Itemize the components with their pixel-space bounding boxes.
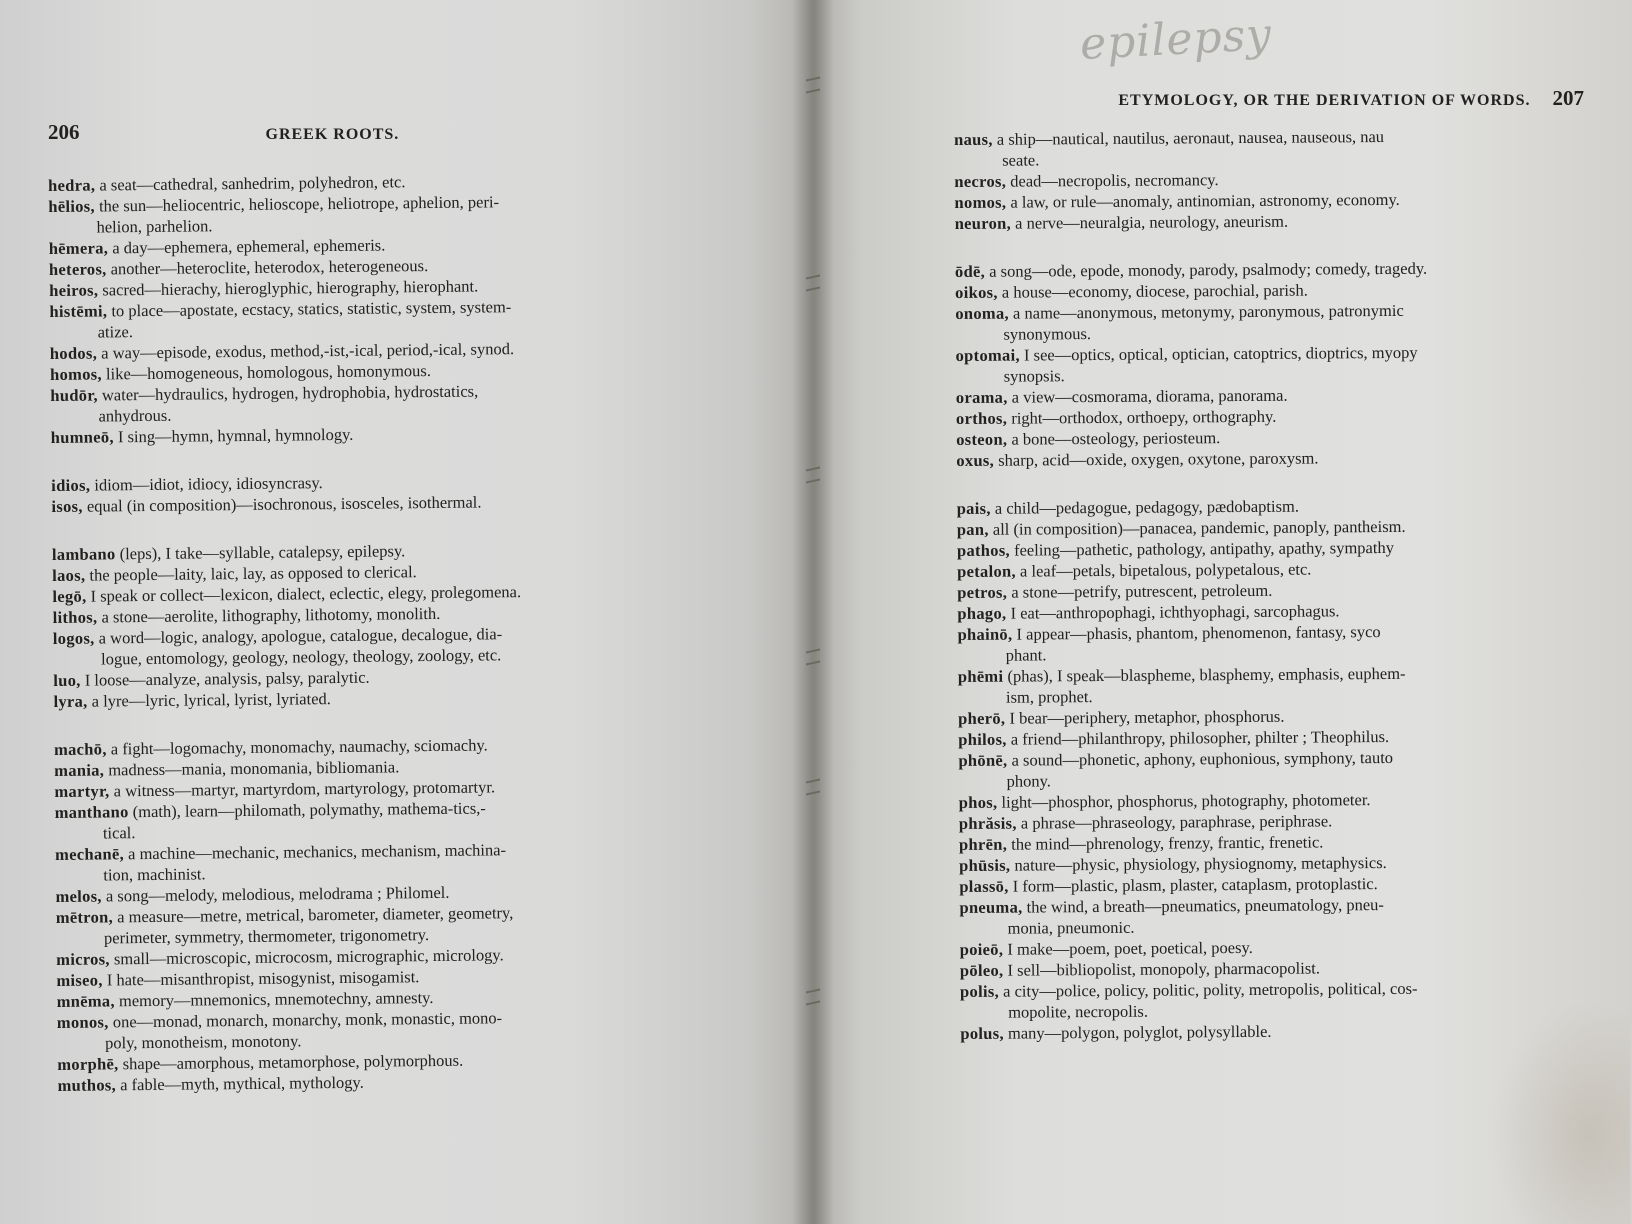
entry-root: muthos, <box>57 1075 117 1095</box>
entry-root: martyr, <box>54 781 110 801</box>
entry-root: petros, <box>957 582 1008 602</box>
entry-continuation: ism, prophet. <box>1005 687 1093 707</box>
entry-continuation: anhydrous. <box>98 405 172 426</box>
entry-text: I loose—analyze, analysis, palsy, paralytic. <box>80 667 370 690</box>
entry-text: (math), learn—philomath, polymathy, mathema-tics,- <box>128 798 486 822</box>
book-gutter <box>792 0 834 1224</box>
entry-text: another—heteroclite, heterodox, heterogeneous. <box>106 256 429 279</box>
entry-text: the people—laity, laic, lay, as opposed to clerical. <box>85 562 417 585</box>
entry-continuation: mopolite, necropolis. <box>1008 1001 1149 1022</box>
entry-root: luo, <box>53 670 81 690</box>
entry-text: I sell—bibliopolist, monopoly, pharmacopolist. <box>1003 958 1320 980</box>
entry-root: philos, <box>958 729 1007 749</box>
binding-stitch <box>806 989 820 1006</box>
entry-text: I hate—misanthropist, misogynist, misogamist. <box>102 967 420 990</box>
entry-root: pathos, <box>956 540 1011 560</box>
entry-text: a sound—phonetic, aphony, euphonious, symphony, tauto <box>1007 747 1394 770</box>
entry-text: a measure—metre, metrical, barometer, diameter, geometry, <box>112 903 514 927</box>
running-head: ETYMOLOGY, OR THE DERIVATION OF WORDS. <box>1118 92 1531 109</box>
entry <box>954 125 1592 171</box>
entry-text: a lyre—lyric, lyrical, lyrist, lyriated. <box>87 689 331 711</box>
entry-root: pan, <box>956 519 989 539</box>
entry-root: pherō, <box>958 708 1006 728</box>
entry-root: phago, <box>957 603 1007 623</box>
entry-list <box>954 125 1598 1044</box>
entry-list <box>48 167 792 1096</box>
entry-root: monos, <box>56 1012 109 1032</box>
entry-text: a phrase—phraseology, paraphrase, periphrase. <box>1016 811 1333 833</box>
entry-continuation: perimeter, symmetry, thermometer, trigonometry. <box>103 925 430 948</box>
entry-root: onoma, <box>955 303 1009 323</box>
entry-root: heteros, <box>48 259 107 279</box>
entry-text: one—monad, monarch, monarchy, monk, monastic, mono- <box>108 1008 503 1032</box>
right-page-header <box>954 86 1592 111</box>
entry-text: I eat—anthropophagi, ichthyophagi, sarcophagus. <box>1006 601 1340 623</box>
entry-continuation: phant. <box>1005 645 1047 665</box>
entry-root: mnēma, <box>56 991 115 1011</box>
entry-text: shape—amorphous, metamorphose, polymorphous. <box>118 1050 464 1074</box>
entry-continuation: seate. <box>1002 150 1040 170</box>
entry-root: miseo, <box>56 970 103 990</box>
entry-section <box>955 257 1594 471</box>
entry-root: poieō, <box>959 939 1004 959</box>
entry-section <box>51 467 785 517</box>
entry-text: the sun—heliocentric, helioscope, heliotrope, aphelion, peri- <box>94 192 500 216</box>
entry-text: a seat—cathedral, sanhedrim, polyhedron, etc. <box>95 172 406 195</box>
entry-root: hedra, <box>48 175 96 195</box>
entry-text: right—orthodox, orthoepy, orthography. <box>1007 406 1277 428</box>
entry-text: a witness—martyr, martyrdom, martyrology, protomartyr. <box>109 777 496 801</box>
entry-root: optomai, <box>955 345 1020 365</box>
entry-root: ōdē, <box>954 261 986 281</box>
entry-text: a law, or rule—anomaly, antinomian, astronomy, economy. <box>1006 189 1400 212</box>
entry-root: hodos, <box>49 343 98 363</box>
entry-text: to place—apostate, ecstacy, statics, statistic, system, system- <box>107 297 512 321</box>
entry <box>958 662 1596 708</box>
entry-root: lyra, <box>53 691 88 711</box>
entry-text: I see—optics, optical, optician, catoptrics, dioptrics, myopy <box>1019 342 1418 365</box>
entry-root: orthos, <box>955 408 1008 428</box>
entry-root: phōnē, <box>958 750 1008 770</box>
entry-section <box>957 494 1599 1044</box>
entry-text: a day—ephemera, ephemeral, ephemeris. <box>108 235 386 258</box>
entry-root: hudōr, <box>50 385 98 405</box>
entry-text: light—phosphor, phosphorus, photography, photometer. <box>997 790 1371 812</box>
binding-stitch <box>806 275 820 292</box>
entry-root: polus, <box>960 1023 1004 1043</box>
entry-text: madness—mania, monomania, bibliomania. <box>104 757 400 780</box>
entry-root: osteon, <box>956 429 1008 449</box>
entry-text: a nerve—neuralgia, neurology, aneurism. <box>1010 211 1289 233</box>
entry-root: mētron, <box>55 907 114 927</box>
entry-root: neuron, <box>954 213 1012 233</box>
binding-stitch <box>806 77 820 94</box>
page-number: 207 <box>1552 86 1584 110</box>
entry-root: isos, <box>51 496 83 516</box>
entry-root: petalon, <box>957 561 1016 581</box>
entry-text: a song—ode, epode, monody, parody, psalmody; comedy, tragedy. <box>985 258 1428 281</box>
entry-root: histēmi, <box>49 301 108 321</box>
entry-root: oxus, <box>956 450 995 470</box>
entry-root: naus, <box>954 129 993 149</box>
entry-section <box>52 536 788 712</box>
entry-root: legō, <box>52 586 87 606</box>
entry-text: many—polygon, polyglot, polysyllable. <box>1003 1021 1272 1043</box>
entry-text: a leaf—petals, bipetalous, polypetalous, etc. <box>1015 559 1312 581</box>
entry-text: equal (in composition)—isochronous, isosceles, isothermal. <box>82 492 482 516</box>
running-head: GREEK ROOTS. <box>265 126 400 143</box>
entry-text: (leps), I take—syllable, catalepsy, epilepsy. <box>115 541 406 564</box>
entry-text: a stone—aerolite, lithography, lithotomy, monolith. <box>97 603 441 627</box>
entry-root: humneō, <box>50 427 114 447</box>
entry-text: I form—plastic, plasm, plaster, cataplasm, protoplastic. <box>1008 874 1378 896</box>
entry-root: phos, <box>958 792 998 812</box>
entry-root: pais, <box>956 498 991 518</box>
entry-continuation: helion, parhelion. <box>96 216 213 237</box>
page-stain <box>1490 1000 1630 1224</box>
entry-text: a way—episode, exodus, method,-ist,-ical, period,-ical, synod. <box>96 339 515 363</box>
entry-continuation: tical. <box>102 823 136 843</box>
entry-text: a ship—nautical, nautilus, aeronaut, nausea, nauseous, nau <box>992 126 1385 149</box>
entry-root: phainō, <box>957 624 1013 644</box>
entry <box>955 299 1593 345</box>
entry-root: hēlios, <box>48 196 96 216</box>
entry-text: a city—police, policy, politic, polity, metropolis, political, cos- <box>998 978 1418 1001</box>
entry <box>959 893 1597 939</box>
left-page-header <box>48 120 782 145</box>
entry-text: sacred—hierachy, hieroglyphic, hierography, hierophant. <box>98 276 479 300</box>
entry-root: necros, <box>954 171 1007 191</box>
entry-text: small—microscopic, microcosm, micrographic, micrology. <box>109 945 504 969</box>
binding-stitch <box>806 467 820 484</box>
entry-root: homos, <box>49 364 102 384</box>
entry-continuation: synonymous. <box>1003 324 1092 344</box>
entry-text: I make—poem, poet, poetical, poesy. <box>1003 937 1253 959</box>
entry-root: manthano <box>54 802 129 822</box>
entry <box>957 620 1595 666</box>
entry-text: a name—anonymous, metonymy, paronymous, patronymic <box>1008 300 1404 323</box>
entry-text: a fable—myth, mythical, mythology. <box>115 1072 364 1095</box>
entry-root: heiros, <box>49 280 99 300</box>
entry <box>955 209 1593 234</box>
entry-root: lithos, <box>52 607 98 627</box>
entry-continuation: atize. <box>97 322 134 342</box>
entry-text: a word—logic, analogy, apologue, catalogue, decalogue, dia- <box>94 624 503 648</box>
binding-stitch <box>806 779 820 796</box>
entry-text: water—hydraulics, hydrogen, hydrophobia, hydrostatics, <box>97 381 479 405</box>
entry-continuation: logue, entomology, geology, neology, theology, zoology, etc. <box>100 645 502 669</box>
entry-text: a fight—logomachy, monomachy, naumachy, sciomachy. <box>106 735 488 759</box>
binding-stitch <box>806 649 820 666</box>
entry-root: hēmera, <box>48 238 109 258</box>
entry-root: polis, <box>959 981 1000 1001</box>
entry-text: a stone—petrify, putrescent, petroleum. <box>1007 580 1273 602</box>
entry-text: a bone—osteology, periosteum. <box>1007 428 1221 449</box>
entry-root: phrēn, <box>958 834 1008 854</box>
entry <box>956 341 1594 387</box>
entry-text: idiom—idiot, idiocy, idiosyncrasy. <box>90 473 323 495</box>
entry-text: I bear—periphery, metaphor, phosphorus. <box>1005 706 1285 728</box>
entry-root: phēmi <box>957 666 1004 686</box>
entry-continuation: poly, monotheism, monotony. <box>104 1031 302 1053</box>
entry-root: orama, <box>955 387 1008 407</box>
entry-text: the wind, a breath—pneumatics, pneumatology, pneu- <box>1022 895 1384 917</box>
entry-section <box>54 731 792 1096</box>
entry-section <box>48 167 785 448</box>
entry-root: micros, <box>56 949 110 969</box>
entry-root: logos, <box>52 628 95 648</box>
entry-root: mania, <box>54 760 105 780</box>
page-number: 206 <box>48 120 80 144</box>
entry-root: plassō, <box>959 876 1009 896</box>
entry-root: idios, <box>51 475 91 495</box>
entry-root: oikos, <box>955 282 998 302</box>
entry-continuation: tion, machinist. <box>103 864 206 885</box>
entry-text: I sing—hymn, hymnal, hymnology. <box>113 424 354 447</box>
entry-text: I appear—phasis, phantom, phenomenon, fantasy, syco <box>1012 622 1381 644</box>
entry-continuation: phony. <box>1006 771 1051 791</box>
entry-text: (phas), I speak—blaspheme, blasphemy, emphasis, euphem- <box>1003 663 1406 686</box>
entry <box>956 446 1594 471</box>
entry-section <box>954 125 1593 234</box>
entry-root: lambano <box>51 544 116 564</box>
entry-text: dead—necropolis, necromancy. <box>1006 170 1219 191</box>
entry-text: feeling—pathetic, pathology, antipathy, apathy, sympathy <box>1009 537 1394 560</box>
entry-root: mechanē, <box>55 844 125 864</box>
entry-text: a view—cosmorama, diorama, panorama. <box>1007 385 1288 407</box>
entry-text: a child—pedagogue, pedagogy, pædobaptism. <box>990 496 1300 518</box>
entry-text: I speak or collect—lexicon, dialect, eclectic, elegy, prolegomena. <box>86 582 522 606</box>
left-page <box>0 0 812 1224</box>
entry-text: a friend—philanthropy, philosopher, philter ; Theophilus. <box>1006 726 1390 749</box>
entry-root: phrăsis, <box>958 813 1017 833</box>
entry-text: sharp, acid—oxide, oxygen, oxytone, paroxysm. <box>993 448 1319 470</box>
entry-root: machō, <box>53 739 107 759</box>
entry-text: nature—physic, physiology, physiognomy, metaphysics. <box>1010 852 1387 875</box>
entry-root: nomos, <box>954 192 1007 212</box>
entry-root: laos, <box>52 565 86 585</box>
handwritten-annotation: epilepsy <box>1078 9 1274 70</box>
entry-text: memory—mnemonics, mnemotechny, amnesty. <box>114 988 434 1011</box>
entry-text: like—homogeneous, homologous, homonymous. <box>101 361 432 384</box>
entry-text: a song—melody, melodious, melodrama ; Philomel. <box>101 882 450 906</box>
entry-root: pneuma, <box>959 897 1023 917</box>
entry-text: the mind—phrenology, frenzy, frantic, frenetic. <box>1007 832 1324 854</box>
entry <box>958 746 1596 792</box>
entry-text: a house—economy, diocese, parochial, parish. <box>997 280 1308 302</box>
entry-root: morphē, <box>57 1054 119 1074</box>
entry-root: pōleo, <box>959 960 1004 980</box>
entry-text: all (in composition)—panacea, pandemic, panoply, pantheism. <box>988 516 1406 539</box>
entry-root: phūsis, <box>959 855 1011 875</box>
entry-text: a machine—mechanic, mechanics, mechanism, machina- <box>123 840 507 864</box>
entry-root: melos, <box>55 886 102 906</box>
entry-continuation: monia, pneumonic. <box>1007 917 1135 938</box>
entry-continuation: synopsis. <box>1003 366 1065 386</box>
